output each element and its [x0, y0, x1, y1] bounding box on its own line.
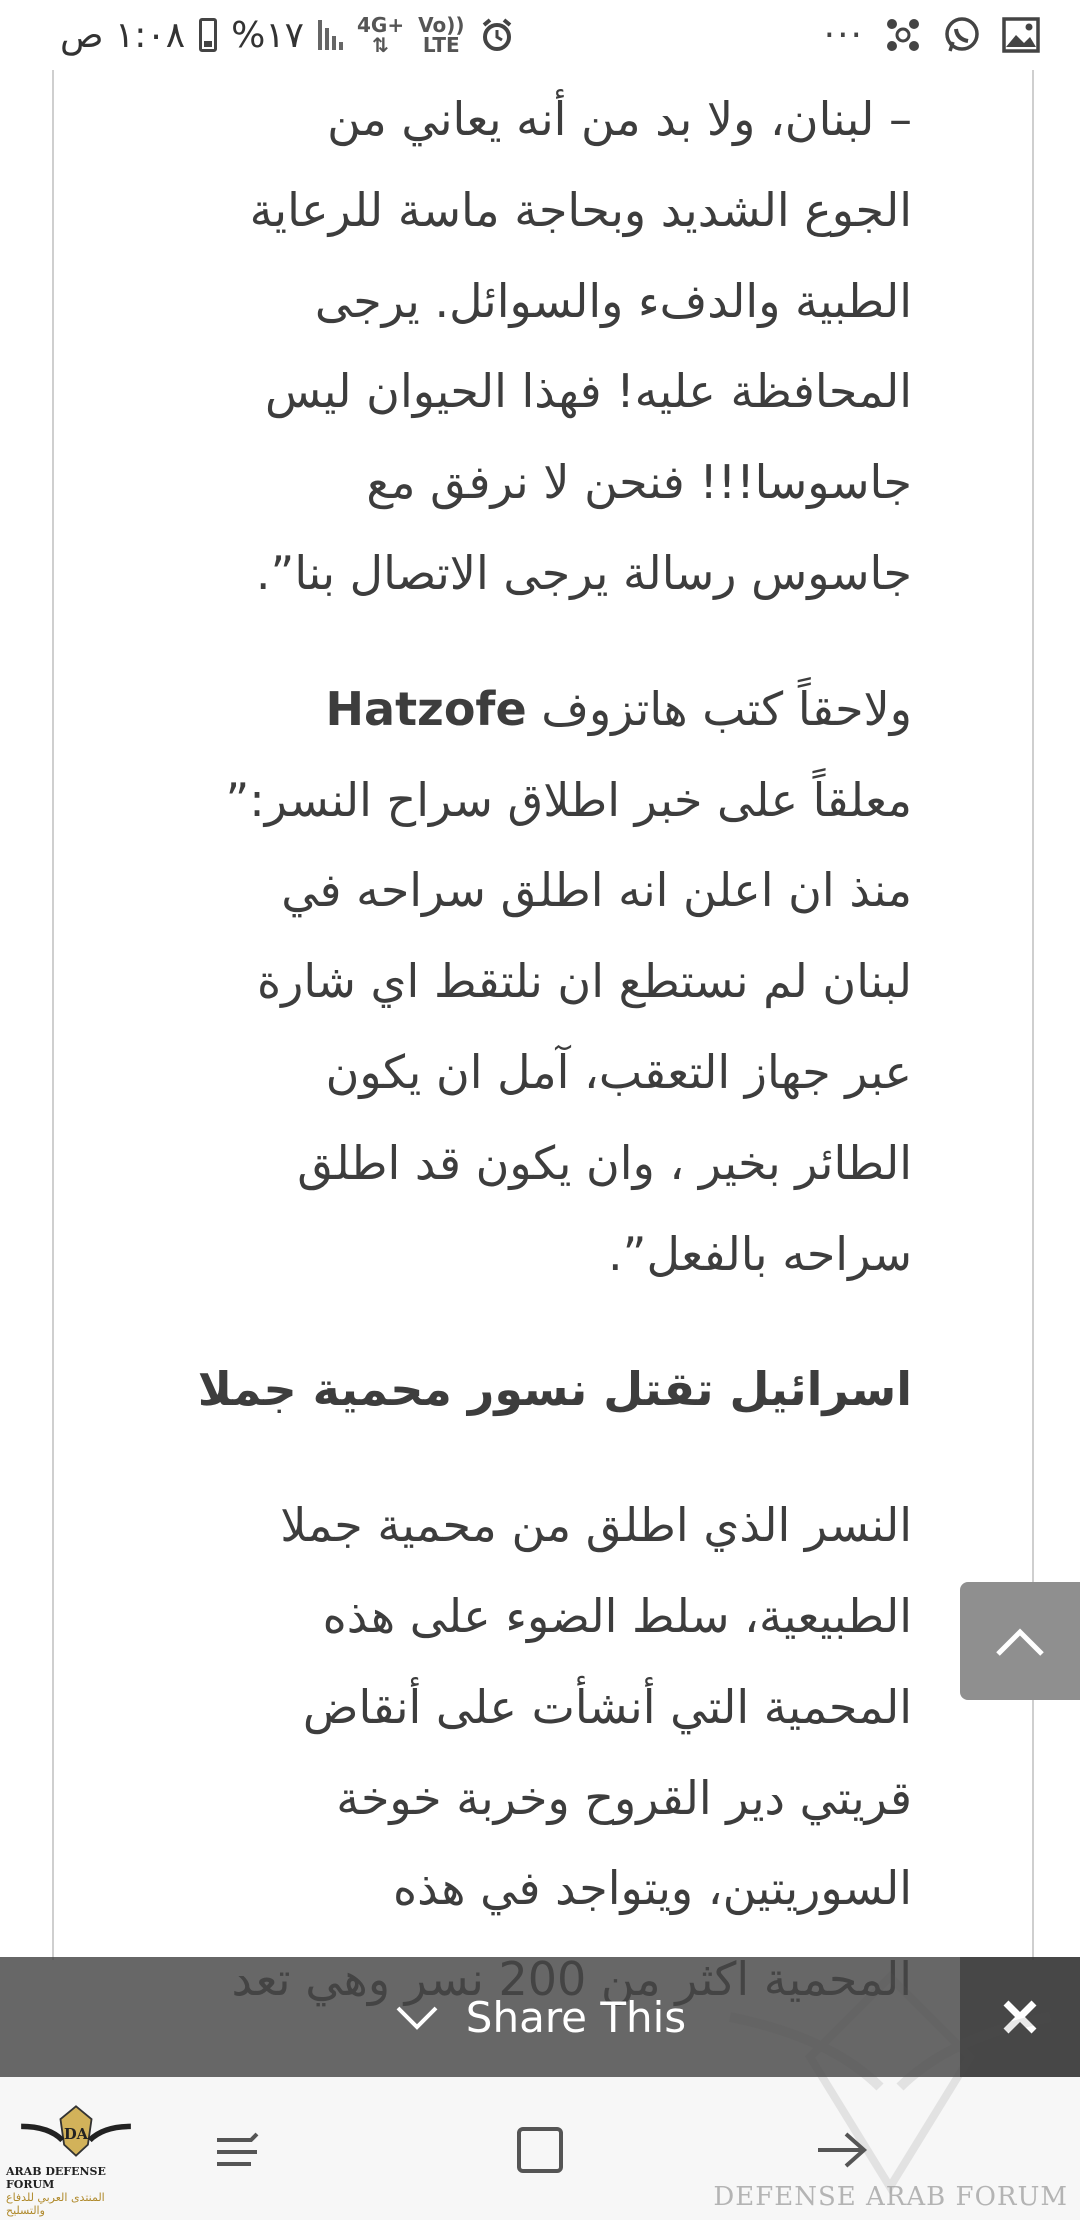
section-heading: اسرائيل تقتل نسور محمية جملا — [197, 1362, 912, 1417]
home-icon — [514, 2124, 566, 2176]
home-button[interactable] — [495, 2105, 585, 2195]
network-type: 4G+ ⇅ — [357, 13, 405, 57]
chevron-up-icon — [994, 1624, 1046, 1658]
battery-icon — [199, 18, 217, 52]
back-button[interactable] — [797, 2105, 887, 2195]
overflow-icon: ··· — [823, 14, 864, 56]
status-left — [60, 15, 515, 56]
settings-icon — [884, 16, 922, 54]
paragraph-hatzofe: ولاحقاً كتب هاتزوف Hatzofe معلقاً على خبر اطلاق سراح النسر:” منذ ان اعلن انه اطلق سراحه في لبنان لم نستطع ان نلتقط اي شارة عبر جهاز التعقب، آمل ان يكون الطائر بخير ، وان يكون قد اطلق سراحه بالفعل”. — [225, 681, 912, 1281]
navigation-bar — [0, 2077, 1080, 2220]
hatzofe-name: Hatzofe — [325, 681, 527, 736]
svg-text:DA: DA — [63, 2126, 89, 2144]
battery-percent: %١٧ — [231, 14, 304, 56]
scroll-to-top-button[interactable] — [960, 1582, 1080, 1700]
alarm-icon — [479, 17, 515, 53]
paragraph-reserve: النسر الذي اطلق من محمية جملا الطبيعية، سلط الضوء على هذه المحمية التي أنشأت على أنقاض قريتي دير القروح وخربة خوخة السوريتين، ويتواجد في هذه — [280, 1498, 912, 1916]
status-bar — [0, 0, 1080, 70]
volte-icon: Vo)) LTE — [418, 13, 465, 57]
eagle-emblem-icon — [11, 2099, 141, 2163]
share-toggle-button[interactable] — [394, 1993, 686, 2042]
recent-apps-icon — [211, 2124, 263, 2176]
whatsapp-icon — [942, 15, 982, 55]
status-right — [824, 15, 1040, 56]
chevron-down-icon — [394, 2002, 440, 2032]
forum-logo: DA ARAB DEFENSE FORUM المنتدى العربي للدفاع والتسليح — [6, 2099, 146, 2217]
back-icon — [814, 2124, 870, 2176]
gallery-icon — [1002, 17, 1040, 53]
paragraph-quote: – لبنان، ولا بد من أنه يعاني من الجوع الشديد وبحاجة ماسة للرعاية الطبية والدفء والسوائل. يرجى المحافظة عليه! فهذا الحيوان ليس جاسوسا!!! فنحن لا نرفق مع جاسوس رسالة يرجى الاتصال بنا”. — [249, 92, 912, 600]
recent-apps-button[interactable] — [192, 2105, 282, 2195]
status-time: ١:٠٨ ص — [60, 14, 186, 56]
signal-icon — [318, 20, 343, 50]
watermark-emblem — [710, 1937, 1070, 2217]
article-body — [150, 70, 912, 2025]
share-label: Share This — [465, 1992, 687, 2042]
watermark-text: DEFENSE ARAB FORUM — [713, 2182, 1068, 2212]
